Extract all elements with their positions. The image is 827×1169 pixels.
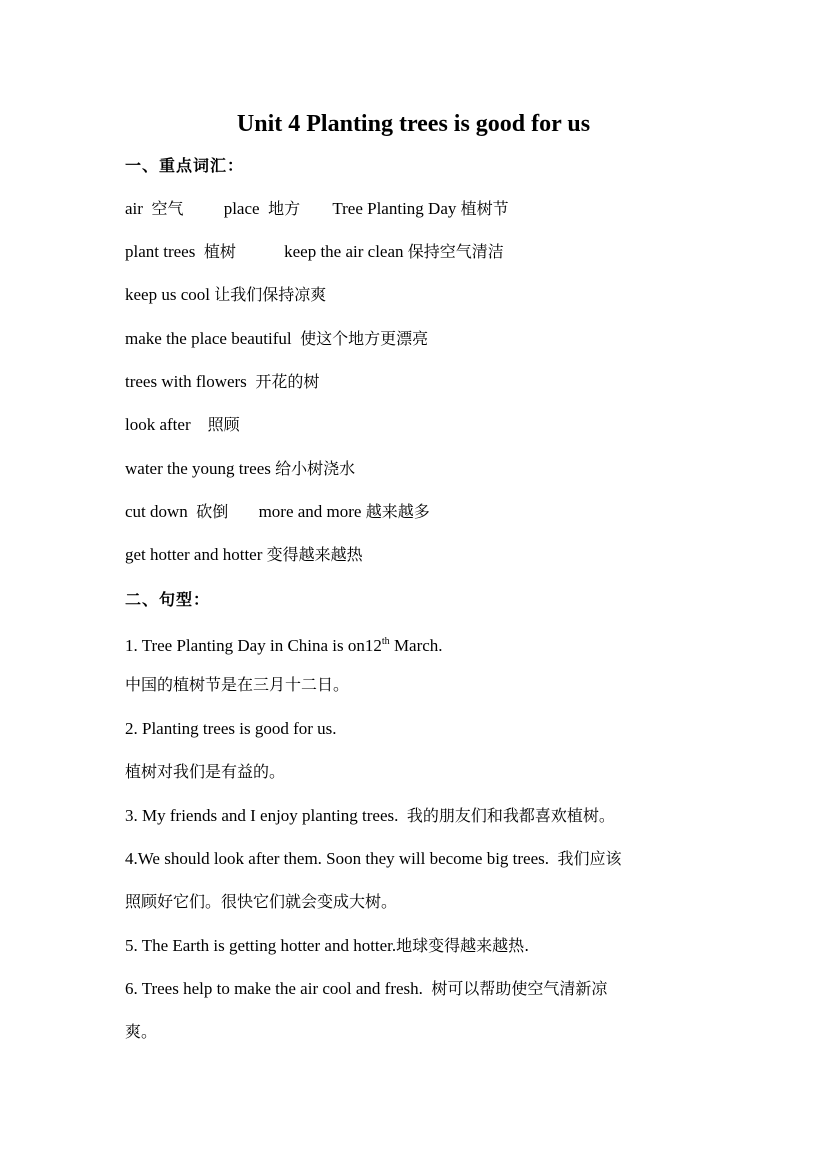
sentence-zh: 我的朋友们和我都喜欢植树。: [406, 806, 615, 825]
vocab-en: make the place beautiful: [125, 329, 292, 348]
vocab-zh: 越来越多: [365, 502, 430, 521]
vocab-en: cut down: [125, 502, 188, 521]
sentence-en: 3. My friends and I enjoy planting trees.: [125, 806, 399, 825]
sentence-row: [125, 847, 622, 871]
vocab-zh: 空气: [151, 199, 184, 218]
vocab-en: air: [125, 199, 143, 218]
vocab-zh: 变得越来越热: [266, 545, 363, 564]
vocab-zh: 给小树浇水: [275, 459, 356, 478]
section-heading-vocabulary: 一、重点词汇：: [125, 156, 245, 175]
sentence-en: 2. Planting trees is good for us.: [125, 719, 337, 738]
sentence-zh: 我们应该: [557, 849, 622, 868]
sentence-en: [125, 630, 443, 658]
vocab-row: [125, 500, 430, 524]
sentence-text: 1. Tree Planting Day in China is on12: [125, 636, 382, 655]
vocab-row: [125, 327, 428, 351]
sentence-zh: 中国的植树节是在三月十二日。: [125, 675, 350, 694]
vocab-row: [125, 240, 504, 264]
vocab-zh: 使这个地方更漂亮: [300, 329, 429, 348]
sentence-zh: 爽。: [125, 1022, 158, 1041]
vocab-en: trees with flowers: [125, 372, 247, 391]
vocab-zh: 开花的树: [255, 372, 320, 391]
vocab-row: [125, 457, 355, 481]
vocab-zh: 砍倒: [196, 502, 229, 521]
sentence-zh: 树可以帮助使空气清新凉: [431, 979, 608, 998]
section-heading-sentences: 二、句型：: [125, 590, 211, 609]
vocab-row: [125, 197, 509, 221]
sentence-zh: 植树对我们是有益的。: [125, 762, 286, 781]
vocab-en: get hotter and hotter: [125, 545, 263, 564]
vocab-zh: 植树: [203, 242, 236, 261]
vocab-zh: 植树节: [460, 199, 509, 218]
vocab-en: keep the air clean: [284, 242, 404, 261]
vocab-en: place: [223, 199, 260, 218]
vocab-zh: 让我们保持凉爽: [214, 285, 327, 304]
sentence-row: [125, 977, 607, 1001]
sentence-row: [125, 804, 615, 828]
vocab-row: [125, 413, 240, 437]
sentence-zh: 照顾好它们。很快它们就会变成大树。: [125, 892, 398, 911]
vocab-zh: 照顾: [207, 415, 240, 434]
vocab-row: [125, 370, 319, 394]
vocab-en: plant trees: [125, 242, 196, 261]
sentence-en: 4.We should look after them. Soon they will become big trees.: [125, 849, 550, 868]
sentence-en: 6. Trees help to make the air cool and fresh.: [125, 979, 423, 998]
page-title: Unit 4 Planting trees is good for us: [236, 111, 591, 137]
sentence-en: 5. The Earth is getting hotter and hotter.: [125, 936, 397, 955]
vocab-zh: 保持空气清洁: [407, 242, 504, 261]
vocab-en: Tree Planting Day: [332, 199, 457, 218]
sentence-row: [125, 934, 529, 958]
sentence-text: March.: [389, 636, 443, 655]
vocab-en: more and more: [258, 502, 362, 521]
vocab-en: water the young trees: [125, 459, 271, 478]
sentence-zh: 地球变得越来越热.: [396, 936, 530, 955]
vocab-row: [125, 543, 363, 567]
vocab-en: look after: [125, 415, 191, 434]
vocab-row: [125, 283, 326, 307]
ordinal-suffix: th: [381, 636, 390, 647]
vocab-zh: 地方: [268, 199, 301, 218]
vocab-en: keep us cool: [125, 285, 210, 304]
